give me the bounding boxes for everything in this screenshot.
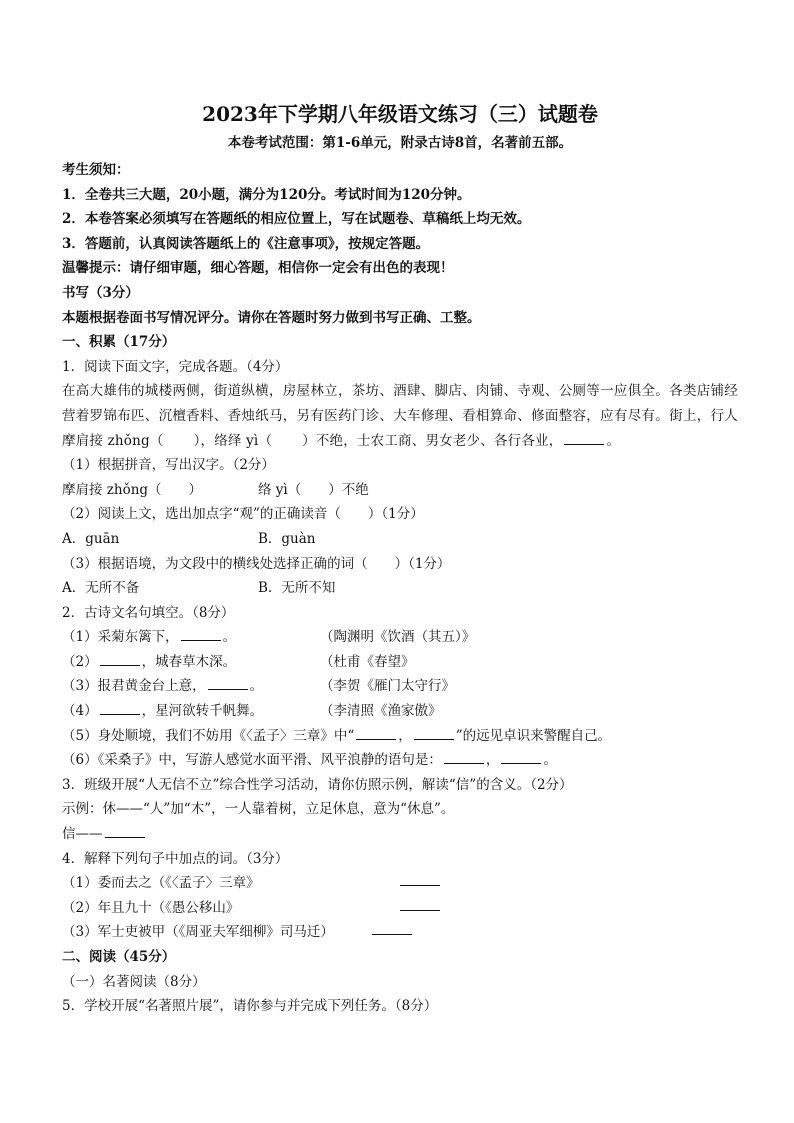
writing-desc: 本题根据卷面书写情况评分。请你在答题时努力做到书写正确、工整。	[62, 309, 481, 326]
option-a[interactable]: A．无所不备	[62, 580, 140, 597]
option-b[interactable]: B．无所不知	[258, 580, 336, 597]
page-title: 2023年下学期八年级语文练习（三）试题卷	[202, 102, 598, 126]
exam-scope: 本卷考试范围：第1-6单元，附录古诗8首，名著前五部。	[227, 135, 573, 151]
answer-blank[interactable]	[100, 651, 140, 666]
answer-blank[interactable]	[356, 725, 396, 740]
q1-sub2-options	[62, 527, 738, 552]
q2-text: 。	[222, 629, 237, 646]
q2-line-4	[62, 699, 738, 724]
exam-page	[62, 100, 738, 1019]
notice-tip: 温馨提示：请仔细审题，细心答题，相信你一定会有出色的表现！	[62, 260, 454, 277]
q1-passage-part: ），络绎 yì（	[193, 432, 273, 449]
q2-source: （李清照《渔家傲》	[320, 703, 442, 720]
q2-text: 。	[249, 678, 264, 695]
q4-item	[62, 920, 738, 945]
q3-answer-label: 信——	[62, 826, 103, 843]
answer-blank[interactable]	[181, 626, 221, 641]
answer-blank[interactable]	[444, 749, 484, 764]
q2-text: ，	[485, 752, 500, 769]
notice-heading: 考生须知：	[62, 162, 130, 178]
q1-sub3: （3）根据语境，为文段中的横线处选择正确的词（ ）（1分）	[62, 555, 451, 572]
answer-blank[interactable]	[208, 675, 248, 690]
option-b[interactable]: B．guàn	[258, 530, 316, 547]
q2-text: （6）《采桑子》中，写游人感觉水面平滑、风平浪静的语句是：	[62, 752, 442, 769]
notice-item: 3．答题前，认真阅读答题纸上的《注意事项》，按规定答题。	[62, 235, 430, 252]
q3-stem: 3．班级开展“人无信不立”综合性学习活动，请你仿照示例，解读“信”的含义。（2分）	[62, 776, 573, 793]
writing-heading: 书写（3分）	[62, 284, 139, 301]
q1-sub1-item-b: 络 yì（ ）不绝	[258, 481, 369, 498]
q2-line-1	[62, 625, 738, 650]
answer-blank[interactable]	[400, 896, 440, 911]
section-1-heading: 一、积累（17分）	[62, 334, 176, 351]
q4-stem: 4．解释下列句子中加点的词。（3分）	[62, 850, 289, 867]
q2-line-2	[62, 650, 738, 675]
q2-line-5	[62, 724, 738, 749]
q3-answer	[62, 822, 738, 847]
answer-blank[interactable]	[564, 430, 604, 445]
q2-source: （杜甫《春望》	[320, 653, 415, 670]
q5-stem: 5．学校开展“名著照片展”，请你参与并完成下列任务。（8分）	[62, 998, 438, 1015]
q1-sub2: （2）阅读上文，选出加点字“观”的正确读音（ ）（1分）	[62, 506, 424, 523]
q1-sub1-items	[62, 478, 738, 503]
q2-text: （5）身处顺境，我们不妨用《〈孟子〉三章》中“	[62, 727, 355, 744]
q1-stem: 1．阅读下面文字，完成各题。（4分）	[62, 358, 289, 375]
notice-item: 1．全卷共三大题，20小题，满分为120分。考试时间为120分钟。	[62, 186, 471, 203]
q1-passage-part: 。	[606, 432, 621, 449]
q4-item	[62, 896, 738, 921]
answer-blank[interactable]	[501, 749, 541, 764]
q4-item-text: （2）年且九十（《愚公移山》	[62, 899, 240, 916]
answer-blank[interactable]	[372, 920, 412, 935]
option-a[interactable]: A．guān	[62, 530, 120, 547]
answer-blank[interactable]	[100, 700, 140, 715]
q2-stem: 2．古诗文名句填空。（8分）	[62, 604, 235, 621]
q2-text: 。	[543, 752, 557, 769]
q2-text: ，星河欲转千帆舞。	[141, 703, 264, 720]
q1-sub3-options	[62, 576, 738, 601]
q2-text: （3）报君黄金台上意，	[62, 678, 206, 695]
q4-item	[62, 871, 738, 896]
q3-example: 示例：休——“人”加“木”，一人靠着树，立足休息，意为“休息”。	[62, 801, 455, 818]
q1-sub1-item-a: 摩肩接 zhǒng（ ）	[62, 481, 203, 498]
section-2-heading: 二、阅读（45分）	[62, 949, 176, 965]
q2-line-6	[62, 748, 738, 773]
q2-source: （李贺《雁门太守行》	[320, 678, 455, 695]
q4-item-text: （1）委而去之（《〈孟子〉三章》	[62, 875, 260, 892]
section-2-subheading: （一）名著阅读（8分）	[62, 973, 206, 990]
notice-item: 2．本卷答案必须填写在答题纸的相应位置上，写在试题卷、草稿纸上均无效。	[62, 211, 531, 228]
q2-text: （4）	[62, 703, 98, 720]
q2-text: ，	[398, 727, 412, 744]
q4-item-text: （3）军士吏被甲（《周亚夫军细柳》司马迁）	[62, 924, 334, 941]
q1-passage-part: ）不绝，士农工商、男女老少、各行各业，	[302, 432, 563, 449]
q1-sub1: （1）根据拼音，写出汉字。（2分）	[62, 457, 275, 474]
q2-text: （1）采菊东篱下，	[62, 629, 179, 646]
q2-source: （陶渊明《饮酒（其五）》	[320, 629, 476, 646]
q2-text: （2）	[62, 653, 98, 670]
answer-blank[interactable]	[105, 823, 145, 838]
q2-text: ”的远见卓识来警醒自己。	[455, 727, 612, 744]
q1-passage	[62, 379, 738, 453]
q1-passage-part: 在高大雄伟的城楼两侧，街道纵横，房屋林立，茶坊、酒肆、脚店、肉铺、寺观、公厕等一应俱全。各类店铺经营着罗锦布匹、沉檀香料、香烛纸马，另有医药门诊、大车修理、看相算命、修面整容，应有尽有。街上，行人摩肩接 zhǒng（	[62, 383, 738, 449]
answer-blank[interactable]	[400, 871, 440, 886]
answer-blank[interactable]	[414, 725, 454, 740]
q2-line-3	[62, 674, 738, 699]
q2-text: ，城春草木深。	[141, 653, 237, 670]
